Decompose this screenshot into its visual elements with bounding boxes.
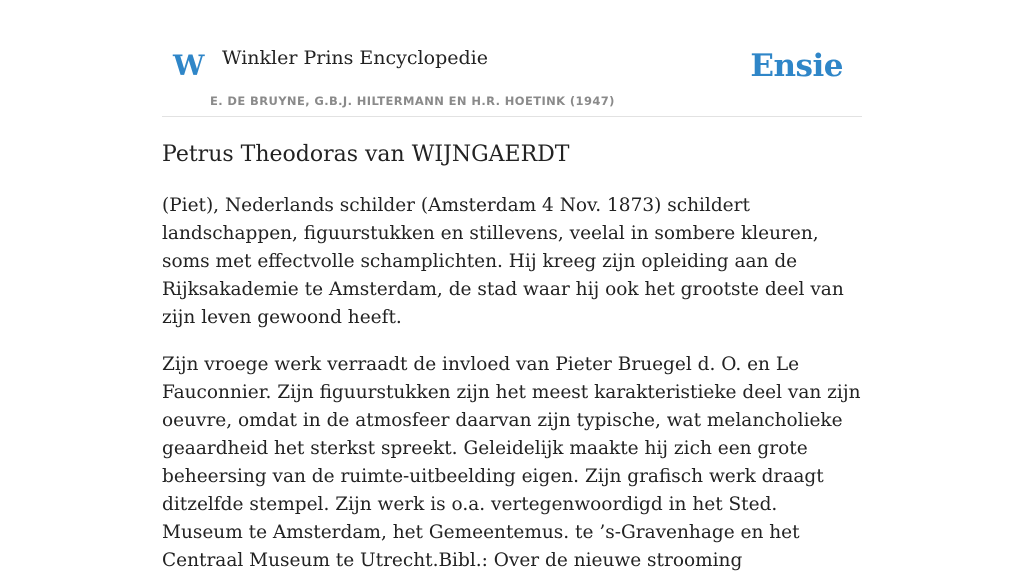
source-authors: E. DE BRUYNE, G.B.J. HILTERMANN EN H.R. HOETINK (1947) <box>210 94 615 108</box>
site-header <box>162 0 862 117</box>
article-paragraph-2: Zijn vroege werk verraadt de invloed van Pieter Bruegel d. O. en Le Fauconnier. Zijn figuurstukken zijn het meest karakteristieke deel van zijn oeuvre, omdat in de atmosfeer daarvan zijn typische, wat melancholieke geaardheid het sterkst spreekt. Geleidelijk maakte hij zich een grote beheersing van de ruimte-uitbeelding eigen. Zijn grafisch werk draagt ditzelfde stempel. Zijn werk is o.a. vertegenwoordigd in het Sted. Museum te Amsterdam, het Gemeentemus. te ’s-Gravenhage en het Centraal Museum te Utrecht.Bibl.: Over de nieuwe strooming <box>162 354 861 571</box>
article-title: Petrus Theodoras van WIJNGAERDT <box>162 142 570 167</box>
source-title-link[interactable]: Winkler Prins Encyclopedie <box>222 47 488 69</box>
winkler-prins-logo-icon[interactable]: W <box>173 49 205 82</box>
article-body <box>162 140 862 575</box>
article-paragraph-1: (Piet), Nederlands schilder (Amsterdam 4 Nov. 1873) schildert landschappen, figuurstukken en stillevens, veelal in sombere kleuren, soms met effectvolle schamplichten. Hij kreeg zijn opleiding aan de Rijksakademie te Amsterdam, de stad waar hij ook het grootste deel van zijn leven gewoond heeft. <box>162 195 844 328</box>
ensie-logo-link[interactable]: Ensie <box>750 48 843 84</box>
